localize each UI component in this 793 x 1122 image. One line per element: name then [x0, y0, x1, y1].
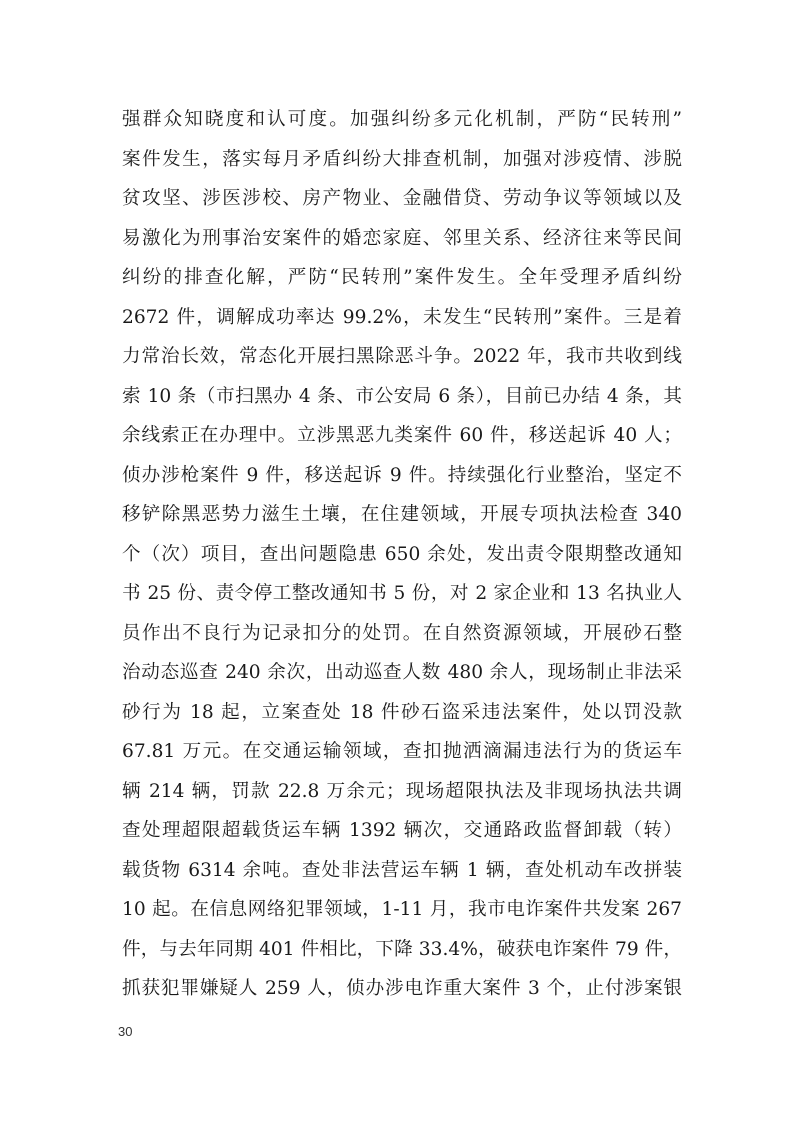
- text-line: 个（次）项目，查出问题隐患 650 余处，发出责令限期整改通知: [122, 543, 682, 565]
- text-line: 件，与去年同期 401 件相比，下降 33.4%，破获电诈案件 79 件，: [122, 938, 682, 960]
- text-line: 纠纷的排查化解，严防“民转刑”案件发生。全年受理矛盾纠纷: [122, 267, 682, 288]
- text-line: 案件发生，落实每月矛盾纠纷大排查机制，加强对涉疫情、涉脱: [122, 148, 682, 170]
- text-line: 查处理超限超载货运车辆 1392 辆次，交通路政监督卸载（转）: [122, 820, 682, 841]
- body-text: [122, 100, 682, 1009]
- text-line: 治动态巡查 240 余次，出动巡查人数 480 余人，现场制止非法采: [122, 662, 682, 683]
- text-line: 侦办涉枪案件 9 件，移送起诉 9 件。持续强化行业整治，坚定不: [122, 464, 682, 486]
- text-line: 67.81 万元。在交通运输领域，查扣抛洒滴漏违法行为的货运车: [122, 741, 682, 762]
- text-line: 10 起。在信息网络犯罪领域，1-11 月，我市电诈案件共发案 267: [122, 899, 682, 920]
- text-line: 易激化为刑事治安案件的婚恋家庭、邻里关系、经济往来等民间: [122, 227, 682, 249]
- text-line: 2672 件，调解成功率达 99.2%，未发生“民转刑”案件。三是着: [122, 306, 682, 328]
- text-line: 辆 214 辆，罚款 22.8 万余元；现场超限执法及非现场执法共调: [122, 780, 682, 802]
- text-line: 力常治长效，常态化开展扫黑除恶斗争。2022 年，我市共收到线: [122, 346, 682, 367]
- text-line: 余线索正在办理中。立涉黑恶九类案件 60 件，移送起诉 40 人；: [122, 425, 682, 446]
- text-line: 员作出不良行为记录扣分的处罚。在自然资源领域，开展砂石整: [122, 622, 682, 644]
- text-line: 强群众知晓度和认可度。加强纠纷多元化机制，严防“民转刑”: [122, 109, 682, 130]
- text-line: 移铲除黑恶势力滋生土壤，在住建领域，开展专项执法检查 340: [122, 504, 682, 525]
- text-line: 砂行为 18 起，立案查处 18 件砂石盗采违法案件，处以罚没款: [122, 701, 682, 723]
- text-line: 贫攻坚、涉医涉校、房产物业、金融借贷、劳动争议等领域以及: [122, 188, 682, 209]
- text-line: 抓获犯罪嫌疑人 259 人，侦办涉电诈重大案件 3 个，止付涉案银: [122, 978, 682, 999]
- text-line: 书 25 份、责令停工整改通知书 5 份，对 2 家企业和 13 名执业人: [122, 583, 682, 604]
- text-line: 索 10 条（市扫黑办 4 条、市公安局 6 条），目前已办结 4 条，其: [122, 385, 682, 407]
- text-line: 载货物 6314 余吨。查处非法营运车辆 1 辆，查处机动车改拼装: [122, 859, 682, 881]
- page-number: 30: [118, 1024, 133, 1039]
